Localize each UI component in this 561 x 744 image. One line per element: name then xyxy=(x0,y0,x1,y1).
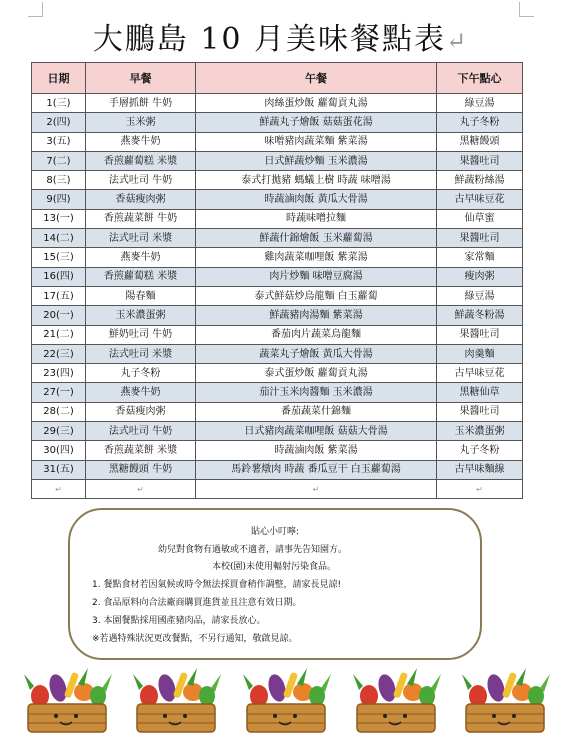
menu-row xyxy=(32,248,523,267)
menu-cell-date: 9(四) xyxy=(32,190,86,209)
menu-cell-date: 30(四) xyxy=(32,441,86,460)
menu-cell-lunch: 泰式鮮菇炒烏龍麵 白玉蘿蔔 xyxy=(196,286,437,305)
menu-cell-breakfast: 陽春麵 xyxy=(86,286,196,305)
notice-footer: ※若遇特殊狀況更改餐點，不另行通知，敬啟見諒。 xyxy=(92,634,298,644)
menu-cell-date: 23(四) xyxy=(32,364,86,383)
menu-cell-snack: 丸子冬粉 xyxy=(437,113,523,132)
menu-cell-lunch: 味噌豬肉蔬菜麵 紫菜湯 xyxy=(196,132,437,151)
menu-cell-date: 15(三) xyxy=(32,248,86,267)
menu-cell-snack: 綠豆湯 xyxy=(437,94,523,113)
menu-cell-date: 28(二) xyxy=(32,402,86,421)
menu-cell-lunch: 時蔬滷肉飯 黃瓜大骨湯 xyxy=(196,190,437,209)
menu-cell-snack: 家常麵 xyxy=(437,248,523,267)
menu-cell-breakfast: 香菇瘦肉粥 xyxy=(86,402,196,421)
paragraph-mark-icon: ↵ xyxy=(55,484,62,494)
menu-cell-date: 20(一) xyxy=(32,306,86,325)
vegetable-basket-icon xyxy=(237,666,335,736)
menu-cell-date: 29(三) xyxy=(32,422,86,441)
menu-cell-snack: 仙草蜜 xyxy=(437,209,523,228)
paragraph-mark-icon: ↵ xyxy=(137,484,144,494)
menu-cell-breakfast: 燕麥牛奶 xyxy=(86,383,196,402)
vegetable-basket-icon xyxy=(127,666,225,736)
menu-cell-lunch: 肉絲蛋炒飯 蘿蔔貢丸湯 xyxy=(196,94,437,113)
menu-cell-lunch: 茄汁玉米肉醬麵 玉米濃湯 xyxy=(196,383,437,402)
menu-cell-lunch: 泰式蛋炒飯 蘿蔔貢丸湯 xyxy=(196,364,437,383)
menu-cell-breakfast: 香菇瘦肉粥 xyxy=(86,190,196,209)
menu-row xyxy=(32,286,523,305)
menu-cell-breakfast: 丸子冬粉 xyxy=(86,364,196,383)
menu-row xyxy=(32,441,523,460)
menu-cell-breakfast: 香煎蘿蔔糕 米漿 xyxy=(86,151,196,170)
menu-cell-date: 13(一) xyxy=(32,209,86,228)
menu-cell-breakfast: 鮮奶吐司 牛奶 xyxy=(86,325,196,344)
menu-cell-lunch: 泰式打拋豬 螞蟻上樹 時蔬 味噌湯 xyxy=(196,171,437,190)
menu-cell-date: 31(五) xyxy=(32,460,86,479)
menu-cell-lunch: 蔬菜丸子燴飯 黃瓜大骨湯 xyxy=(196,344,437,363)
menu-row xyxy=(32,113,523,132)
menu-cell-snack: 綠豆湯 xyxy=(437,286,523,305)
menu-cell-snack: 果醬吐司 xyxy=(437,151,523,170)
menu-row xyxy=(32,364,523,383)
menu-cell-empty xyxy=(32,479,86,498)
menu-cell-snack: 丸子冬粉 xyxy=(437,441,523,460)
menu-row xyxy=(32,132,523,151)
page-title-text: 大鵬島 10 月美味餐點表 xyxy=(92,22,447,57)
menu-cell-lunch: 鮮蔬豬肉湯麵 紫菜湯 xyxy=(196,306,437,325)
menu-cell-snack: 黑糖饅頭 xyxy=(437,132,523,151)
menu-row xyxy=(32,325,523,344)
menu-cell-breakfast: 手層抓餅 牛奶 xyxy=(86,94,196,113)
header-lunch: 午餐 xyxy=(196,63,437,94)
menu-cell-breakfast: 玉米粥 xyxy=(86,113,196,132)
menu-row xyxy=(32,460,523,479)
menu-cell-lunch: 番茄肉片蔬菜烏龍麵 xyxy=(196,325,437,344)
menu-cell-snack: 黑糖仙草 xyxy=(437,383,523,402)
menu-cell-lunch: 日式豬肉蔬菜咖哩飯 菇菇大骨湯 xyxy=(196,422,437,441)
menu-cell-snack: 果醬吐司 xyxy=(437,402,523,421)
menu-cell-lunch: 馬鈴薯燉肉 時蔬 番瓜豆干 白玉蘿蔔湯 xyxy=(196,460,437,479)
menu-row xyxy=(32,383,523,402)
menu-cell-date: 14(二) xyxy=(32,229,86,248)
menu-cell-snack: 古早味麵線 xyxy=(437,460,523,479)
menu-cell-breakfast: 香煎蔬菜餅 米漿 xyxy=(86,441,196,460)
menu-cell-lunch: 番茄蔬菜什錦麵 xyxy=(196,402,437,421)
menu-cell-date: 3(五) xyxy=(32,132,86,151)
menu-cell-date: 1(三) xyxy=(32,94,86,113)
notice-item-1: 1. 餐點食材若因氣候或時令無法採買會稍作調整，請家長見諒! xyxy=(92,580,342,590)
menu-cell-lunch: 肉片炒麵 味噌豆腐湯 xyxy=(196,267,437,286)
menu-body xyxy=(32,94,523,499)
header-snack: 下午點心 xyxy=(437,63,523,94)
menu-row xyxy=(32,344,523,363)
menu-cell-date: 2(四) xyxy=(32,113,86,132)
menu-row xyxy=(32,190,523,209)
menu-cell-snack: 鮮蔬冬粉湯 xyxy=(437,306,523,325)
notice-line-2: 本校(園)未使用輻射污染食品。 xyxy=(212,562,337,572)
notice-line-1: 幼兒對食物有過敏或不適者，請事先告知園方。 xyxy=(158,545,348,555)
menu-row xyxy=(32,229,523,248)
menu-row xyxy=(32,171,523,190)
menu-cell-empty xyxy=(437,479,523,498)
menu-cell-breakfast: 法式吐司 牛奶 xyxy=(86,171,196,190)
menu-row xyxy=(32,422,523,441)
menu-cell-snack: 鮮蔬粉絲湯 xyxy=(437,171,523,190)
menu-cell-lunch: 時蔬滷肉飯 紫菜湯 xyxy=(196,441,437,460)
menu-table xyxy=(31,62,523,499)
menu-cell-breakfast: 法式吐司 米漿 xyxy=(86,344,196,363)
notice-box xyxy=(68,508,482,660)
vegetable-basket-icon xyxy=(456,666,554,736)
menu-cell-date: 21(二) xyxy=(32,325,86,344)
menu-row xyxy=(32,267,523,286)
vegetable-basket-icon xyxy=(18,666,116,736)
menu-cell-snack: 玉米濃蛋粥 xyxy=(437,422,523,441)
menu-cell-date: 7(二) xyxy=(32,151,86,170)
menu-cell-lunch: 鮮蔬丸子燴飯 菇菇蛋花湯 xyxy=(196,113,437,132)
header-date: 日期 xyxy=(32,63,86,94)
menu-cell-snack: 果醬吐司 xyxy=(437,325,523,344)
menu-cell-snack: 古早味豆花 xyxy=(437,190,523,209)
notice-title: 貼心小叮嚀: xyxy=(250,527,300,537)
menu-cell-lunch: 鮮蔬什錦燴飯 玉米蘿蔔湯 xyxy=(196,229,437,248)
menu-cell-breakfast: 香煎蔬菜餅 牛奶 xyxy=(86,209,196,228)
menu-cell-breakfast: 燕麥牛奶 xyxy=(86,248,196,267)
menu-header-row xyxy=(32,63,523,94)
menu-cell-breakfast: 法式吐司 牛奶 xyxy=(86,422,196,441)
menu-cell-empty xyxy=(196,479,437,498)
menu-row xyxy=(32,402,523,421)
menu-cell-lunch: 雞肉蔬菜咖哩飯 紫菜湯 xyxy=(196,248,437,267)
menu-cell-breakfast: 玉米濃蛋粥 xyxy=(86,306,196,325)
menu-cell-lunch: 日式鮮蔬炒麵 玉米濃湯 xyxy=(196,151,437,170)
menu-cell-date: 22(三) xyxy=(32,344,86,363)
menu-cell-snack: 古早味豆花 xyxy=(437,364,523,383)
menu-row-empty xyxy=(32,479,523,498)
menu-row xyxy=(32,94,523,113)
menu-row xyxy=(32,209,523,228)
page-title xyxy=(0,14,561,58)
menu-row xyxy=(32,151,523,170)
notice-item-3: 3. 本園餐點採用國產豬肉品，請家長放心。 xyxy=(92,616,266,626)
menu-cell-date: 17(五) xyxy=(32,286,86,305)
menu-cell-snack: 瘦肉粥 xyxy=(437,267,523,286)
header-breakfast: 早餐 xyxy=(86,63,196,94)
menu-cell-date: 27(一) xyxy=(32,383,86,402)
menu-cell-lunch: 時蔬味噌拉麵 xyxy=(196,209,437,228)
menu-cell-breakfast: 法式吐司 米漿 xyxy=(86,229,196,248)
menu-row xyxy=(32,306,523,325)
paragraph-mark-icon: ↵ xyxy=(476,484,483,494)
paragraph-mark-icon: ↵ xyxy=(312,484,320,494)
menu-cell-snack: 果醬吐司 xyxy=(437,229,523,248)
vegetable-basket-icon xyxy=(347,666,445,736)
paragraph-mark-icon: ↵ xyxy=(446,27,469,55)
menu-cell-breakfast: 黑糖饅頭 牛奶 xyxy=(86,460,196,479)
menu-cell-breakfast: 燕麥牛奶 xyxy=(86,132,196,151)
menu-cell-snack: 肉羹麵 xyxy=(437,344,523,363)
menu-cell-date: 16(四) xyxy=(32,267,86,286)
menu-cell-empty xyxy=(86,479,196,498)
notice-item-2: 2. 食品原料向合法廠商購買進貨並且注意有效日期。 xyxy=(92,598,302,608)
menu-cell-breakfast: 香煎蘿蔔糕 米漿 xyxy=(86,267,196,286)
menu-cell-date: 8(三) xyxy=(32,171,86,190)
